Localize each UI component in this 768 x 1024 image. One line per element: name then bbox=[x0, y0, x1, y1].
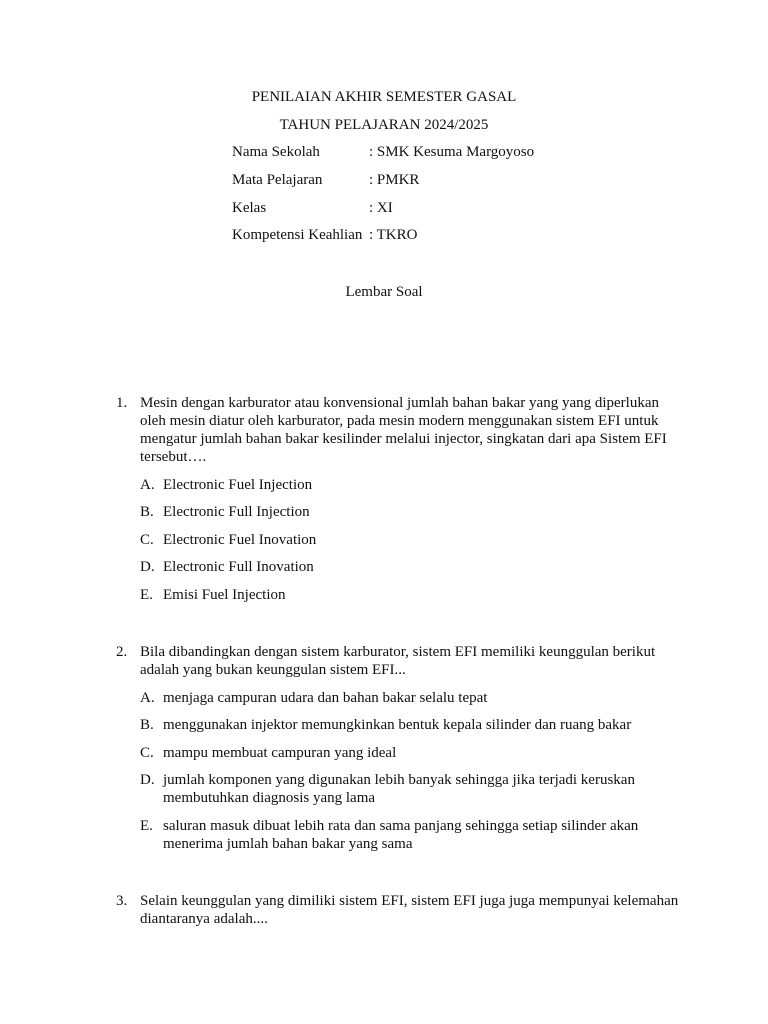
option-text: saluran masuk dibuat lebih rata dan sama panjang sehingga setiap silinder akan menerima jumlah bahan bakar yang sama bbox=[163, 817, 639, 852]
question-number: 1. bbox=[116, 395, 128, 411]
info-row-school bbox=[232, 143, 534, 161]
option-letter: A. bbox=[140, 476, 155, 493]
info-value: : XI bbox=[369, 200, 393, 216]
option-letter: B. bbox=[140, 504, 154, 520]
info-label: Kelas bbox=[232, 200, 267, 216]
option-text: jumlah komponen yang digunakan lebih banyak sehingga jika terjadi keruskan membutuhkan diagnosis yang lama bbox=[163, 772, 635, 806]
question-2 bbox=[116, 643, 686, 853]
option-e bbox=[140, 586, 686, 604]
question-3 bbox=[116, 892, 686, 928]
option-text: Electronic Fuel Inovation bbox=[163, 531, 317, 548]
info-row-competency bbox=[232, 226, 417, 244]
option-a bbox=[140, 476, 686, 494]
info-label: Mata Pelajaran bbox=[232, 172, 323, 188]
question-text: Bila dibandingkan dengan sistem karburator, sistem EFI memiliki keunggulan berikut adalah yang bukan keunggulan sistem EFI... bbox=[140, 644, 656, 678]
option-c bbox=[140, 744, 686, 762]
option-text: Electronic Full Injection bbox=[163, 504, 310, 520]
exam-title: PENILAIAN AKHIR SEMESTER GASAL bbox=[251, 89, 517, 105]
option-letter: E. bbox=[140, 586, 153, 603]
info-value: : PMKR bbox=[369, 172, 420, 188]
question-number: 3. bbox=[116, 893, 128, 909]
info-value: : SMK Kesuma Margoyoso bbox=[369, 144, 535, 160]
question-number: 2. bbox=[116, 644, 128, 660]
info-label: Kompetensi Keahlian bbox=[232, 227, 363, 243]
option-c bbox=[140, 531, 686, 549]
sheet-subtitle: Lembar Soal bbox=[345, 284, 423, 300]
answer-options bbox=[140, 476, 686, 604]
option-a bbox=[140, 689, 686, 707]
info-label: Nama Sekolah bbox=[232, 144, 320, 160]
option-letter: D. bbox=[140, 772, 155, 788]
option-letter: D. bbox=[140, 559, 155, 575]
option-letter: E. bbox=[140, 817, 153, 834]
option-b bbox=[140, 716, 686, 734]
academic-year: TAHUN PELAJARAN 2024/2025 bbox=[279, 117, 489, 133]
option-d bbox=[140, 558, 686, 576]
option-e bbox=[140, 817, 686, 853]
option-text: Emisi Fuel Injection bbox=[163, 586, 286, 603]
answer-options bbox=[140, 689, 686, 853]
question-text: Selain keunggulan yang dimiliki sistem EFI, sistem EFI juga juga mempunyai kelemahan diantaranya adalah.... bbox=[140, 893, 679, 927]
option-text: Electronic Full Inovation bbox=[163, 559, 314, 575]
option-text: menggunakan injektor memungkinkan bentuk kepala silinder dan ruang bakar bbox=[163, 717, 632, 733]
info-row-subject bbox=[232, 171, 419, 189]
option-b bbox=[140, 503, 686, 521]
option-letter: C. bbox=[140, 531, 154, 548]
option-letter: C. bbox=[140, 744, 154, 761]
option-text: mampu membuat campuran yang ideal bbox=[163, 744, 397, 761]
option-letter: A. bbox=[140, 689, 155, 706]
info-row-class bbox=[232, 199, 393, 217]
option-d bbox=[140, 771, 686, 807]
question-text: Mesin dengan karburator atau konvensional jumlah bahan bakar yang yang diperlukan oleh mesin diatur oleh karburator, pada mesin modern menggunakan sistem EFI untuk mengatur jumlah bahan bakar kesilinder melalui injector, singkatan dari apa Sistem EFI tersebut…. bbox=[140, 395, 667, 465]
question-1 bbox=[116, 394, 686, 604]
info-value: : TKRO bbox=[369, 227, 418, 243]
option-text: Electronic Fuel Injection bbox=[163, 476, 313, 493]
option-letter: B. bbox=[140, 717, 154, 733]
option-text: menjaga campuran udara dan bahan bakar selalu tepat bbox=[163, 689, 488, 706]
